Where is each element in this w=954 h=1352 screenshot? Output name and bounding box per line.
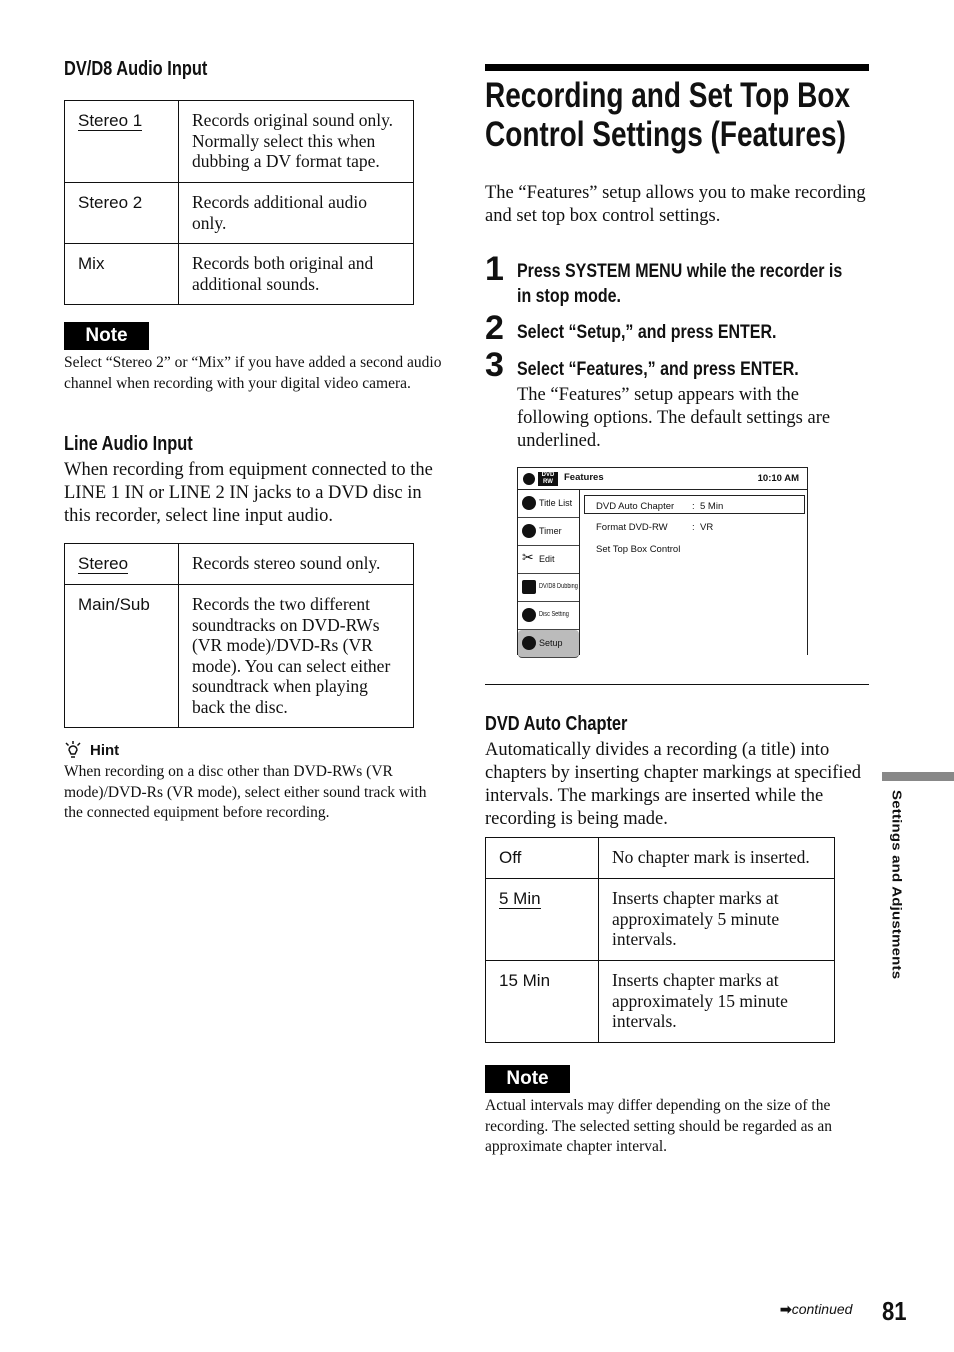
continued-label: continued (791, 1301, 853, 1317)
hint-label: Hint (90, 742, 120, 759)
table-row (65, 244, 414, 305)
option-key: Stereo 2 (65, 183, 179, 244)
menu-item-label: Timer (539, 526, 562, 536)
setting-value: 5 Min (700, 501, 724, 512)
note-text: Select “Stereo 2” or “Mix” if you have added a second audio channel when recording with your digital video camera. (64, 354, 442, 392)
setting-row[interactable] (596, 544, 680, 555)
features-screen (517, 467, 808, 655)
toolbox-icon (522, 636, 536, 650)
dv-audio-table (64, 100, 414, 305)
note-text: Actual intervals may differ depending on the size of the recording. The selected setting should be regarded as an approximate chapter interval. (485, 1097, 833, 1155)
dv-audio-heading: DV/D8 Audio Input (64, 58, 208, 80)
setting-row[interactable] (596, 501, 724, 512)
step-number: 2 (485, 309, 504, 347)
step-3-description: The “Features” setup appears with the following options. The default settings are underlined. (517, 385, 831, 451)
dvd-auto-chapter-text: Automatically divides a recording (a title) into chapters by inserting chapter markings at specified intervals. The markings are inserted while the recording is being made. (485, 740, 862, 829)
continued-indicator (780, 1301, 852, 1318)
menu-item-label: DV/D8 Dubbing (539, 583, 578, 590)
setting-row[interactable] (596, 522, 714, 533)
section-tab-bar (882, 772, 954, 781)
hint-text: When recording on a disc other than DVD-RWs (VR mode)/DVD-Rs (VR mode), select either sound track with the connected equipment before recording. (64, 763, 427, 821)
step-1-text: Press SYSTEM MENU while the recorder is (517, 260, 843, 282)
note-badge: Note (485, 1065, 570, 1093)
step-number: 1 (485, 250, 504, 288)
option-key: Stereo 1 (78, 111, 143, 130)
page-title-line1: Recording and Set Top Box (485, 76, 851, 115)
screen-clock: 10:10 AM (757, 473, 799, 484)
screen-title-bar (518, 468, 807, 490)
menu-item-label: Title List (539, 498, 573, 508)
setting-value: VR (700, 522, 714, 533)
setting-sep: : (692, 501, 695, 512)
section-divider (485, 684, 869, 685)
option-value: Records original sound only. Normally select this when dubbing a DV format tape. (179, 101, 414, 183)
step-3-text: Select “Features,” and press ENTER. (517, 358, 799, 380)
table-row (65, 101, 414, 183)
screen-title: Features (564, 472, 604, 483)
table-row (65, 183, 414, 244)
table-row (486, 838, 835, 879)
line-audio-table (64, 543, 414, 728)
scissors-icon: ✂ (522, 549, 534, 565)
menu-item-dv-dubbing[interactable] (518, 574, 579, 602)
step-number: 3 (485, 346, 504, 384)
auto-chapter-table (485, 837, 835, 1043)
dvd-auto-chapter-heading: DVD Auto Chapter (485, 713, 628, 735)
title-list-icon (522, 496, 536, 510)
dvd-rw-badge: DVD RW (538, 472, 558, 486)
option-key: Off (486, 838, 599, 879)
line-audio-heading: Line Audio Input (64, 433, 193, 455)
section-tab-label: Settings and Adjustments (889, 790, 904, 980)
clock-icon (522, 524, 536, 538)
option-key: 5 Min (499, 889, 541, 908)
setting-label: DVD Auto Chapter (596, 501, 675, 512)
camera-icon (522, 580, 536, 594)
option-key: 15 Min (486, 961, 599, 1043)
line-audio-text: When recording from equipment connected to the LINE 1 IN or LINE 2 IN jacks to a DVD disc in this recorder, select line input audio. (64, 460, 433, 526)
screen-menu (518, 490, 580, 655)
menu-item-title-list[interactable] (518, 490, 579, 518)
setting-label: Format DVD-RW (596, 522, 668, 533)
setting-sep: : (692, 522, 695, 533)
option-value: No chapter mark is inserted. (599, 838, 835, 879)
table-row (486, 879, 835, 961)
option-value: Records the two different soundtracks on DVD-RWs (VR mode)/DVD-Rs (VR mode). You can select either soundtrack when playing back the disc. (179, 585, 414, 728)
menu-item-label: Disc Setting (539, 611, 569, 618)
menu-item-timer[interactable] (518, 518, 579, 546)
option-value: Records both original and additional sounds. (179, 244, 414, 305)
menu-item-label: Edit (539, 554, 555, 564)
menu-item-edit[interactable] (518, 546, 579, 574)
table-row (486, 961, 835, 1043)
menu-item-disc-setting[interactable] (518, 602, 579, 630)
option-value: Records stereo sound only. (179, 544, 414, 585)
step-1-text-cont: in stop mode. (517, 285, 621, 307)
setting-label: Set Top Box Control (596, 544, 681, 555)
table-row (65, 544, 414, 585)
menu-item-label: Setup (539, 638, 563, 648)
table-row (65, 585, 414, 728)
page-title-line2: Control Settings (Features) (485, 115, 846, 154)
disc-icon (523, 473, 535, 485)
option-key: Mix (65, 244, 179, 305)
disc-setting-icon (522, 608, 536, 622)
option-value: Records additional audio only. (179, 183, 414, 244)
menu-item-setup[interactable] (518, 630, 579, 658)
arrow-right-icon: ➡ (780, 1301, 792, 1317)
option-value: Inserts chapter marks at approximately 5 minute intervals. (599, 879, 835, 961)
note-badge: Note (64, 322, 149, 350)
lightbulb-icon (64, 740, 82, 760)
step-2-text: Select “Setup,” and press ENTER. (517, 321, 777, 343)
title-rule (485, 64, 869, 71)
option-value: Inserts chapter marks at approximately 15 minute intervals. (599, 961, 835, 1043)
option-key: Main/Sub (65, 585, 179, 728)
intro-text: The “Features” setup allows you to make recording and set top box control settings. (485, 183, 866, 226)
option-key: Stereo (78, 554, 129, 573)
page-number: 81 (882, 1296, 907, 1326)
